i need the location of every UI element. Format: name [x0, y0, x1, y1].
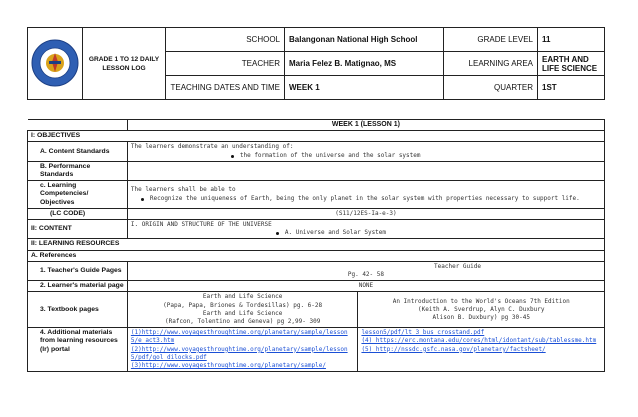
- content-title: I. ORIGIN AND STRUCTURE OF THE UNIVERSE: [130, 221, 272, 229]
- textbook-left-title-1: Earth and Life Science: [202, 293, 283, 301]
- competencies-cell: [127, 181, 604, 209]
- resource-link-2[interactable]: (2)http://www.voyagesthroughtime.org/planetary/sample/lesson5/pdf/gol dilocks.pdf: [130, 345, 348, 361]
- content-standards-label: A. Content Standards: [28, 142, 128, 161]
- header-table: [27, 27, 605, 100]
- lc-code-value: (S11/12ES-Ia-e-3): [127, 208, 604, 219]
- page-title: GRADE 1 TO 12 DAILY LESSON LOG: [83, 28, 166, 100]
- quarter-value: 1ST: [538, 76, 605, 100]
- textbook-left-authors-1: (Papa, Papa, Briones & Tordesillas) pg. 6-28: [163, 301, 323, 309]
- additional-materials-left: [127, 328, 358, 372]
- logo-cell: [28, 28, 83, 100]
- grade-label: GRADE LEVEL: [444, 28, 538, 52]
- resources-heading: II: LEARNING RESOURCES: [28, 239, 605, 250]
- competencies-label: c. Learning Competencies/ Objectives: [28, 181, 128, 209]
- textbook-left: [127, 292, 358, 328]
- teachers-guide-value: Teacher Guide: [434, 262, 481, 270]
- dates-label: TEACHING DATES AND TIME: [166, 76, 285, 100]
- textbook-right-title: An Introduction to the World's Oceans 7th Edition: [392, 297, 570, 305]
- week-title: WEEK 1 (LESSON 1): [127, 120, 604, 131]
- content-standards-bullet: the formation of the universe and the solar system: [239, 151, 421, 159]
- objectives-heading: I: OBJECTIVES: [28, 131, 605, 142]
- textbook-right-authors-1: (Keith A. Sverdrup, Alyn C. Duxbury: [418, 305, 545, 313]
- content-standards-cell: [127, 142, 604, 161]
- competencies-text: The learners shall be able to: [130, 186, 236, 194]
- resource-link-1[interactable]: (1)http://www.voyagesthroughtime.org/planetary/sample/lesson5/e_act3.htm: [130, 329, 348, 345]
- teachers-guide-label: 1. Teacher's Guide Pages: [28, 261, 128, 280]
- textbook-right-authors-2: Alison B. Duxbury) pg 30-45: [432, 313, 530, 321]
- school-value: Balangonan National High School: [285, 28, 444, 52]
- textbook-right: [358, 292, 605, 328]
- additional-materials-label: 4. Additional materials from learning resources (lr) portal: [28, 328, 128, 372]
- performance-standards-cell: [127, 161, 604, 180]
- content-cell: [127, 220, 604, 239]
- references-heading: A. References: [28, 250, 605, 261]
- school-label: SCHOOL: [166, 28, 285, 52]
- learners-material-value: NONE: [127, 281, 604, 292]
- teachers-guide-pages: Pg. 42- 58: [347, 271, 384, 279]
- grade-value: 11: [538, 28, 605, 52]
- content-standards-text: The learners demonstrate an understanding of:: [130, 143, 294, 151]
- lc-code-label: (LC CODE): [28, 208, 128, 219]
- area-label: LEARNING AREA: [444, 52, 538, 76]
- resource-link-3-cont[interactable]: lesson5/pdf/lt_3_bus_crosstand.pdf: [361, 329, 485, 337]
- competencies-bullet: Recognize the uniqueness of Earth, being the only planet in the solar system with properties necessary to support life.: [149, 194, 580, 202]
- teacher-value: Maria Felez B. Matignao, MS: [285, 52, 444, 76]
- additional-materials-right: [358, 328, 605, 372]
- textbook-label: 3. Textbook pages: [28, 292, 128, 328]
- textbook-left-title-2: Earth and Life Science: [202, 309, 283, 317]
- area-value: EARTH AND LIFE SCIENCE: [538, 52, 605, 76]
- dates-value: WEEK 1: [285, 76, 444, 100]
- textbook-left-authors-2: (Rafcon, Tolentino and Geneva) pg 2,99- 309: [164, 318, 321, 326]
- teacher-label: TEACHER: [166, 52, 285, 76]
- quarter-label: QUARTER: [444, 76, 538, 100]
- content-bullet: A. Universe and Solar System: [284, 229, 387, 237]
- teachers-guide-cell: [127, 261, 604, 280]
- resource-link-5[interactable]: (5) http://nssdc.gsfc.nasa.gov/planetary/factsheet/: [361, 345, 546, 353]
- performance-standards-label: B. Performance Standards: [28, 161, 128, 180]
- resource-link-4[interactable]: (4) https://erc.montana.edu/cores/html/idontant/sub/tablessme.htm: [361, 337, 597, 345]
- deped-seal-icon: [30, 38, 80, 88]
- learners-material-label: 2. Learner's material page: [28, 281, 128, 292]
- content-label: II: CONTENT: [28, 220, 128, 239]
- lesson-table: [27, 119, 605, 372]
- resource-link-3[interactable]: (3)http://www.voyagesthroughtime.org/planetary/sample/: [130, 362, 326, 370]
